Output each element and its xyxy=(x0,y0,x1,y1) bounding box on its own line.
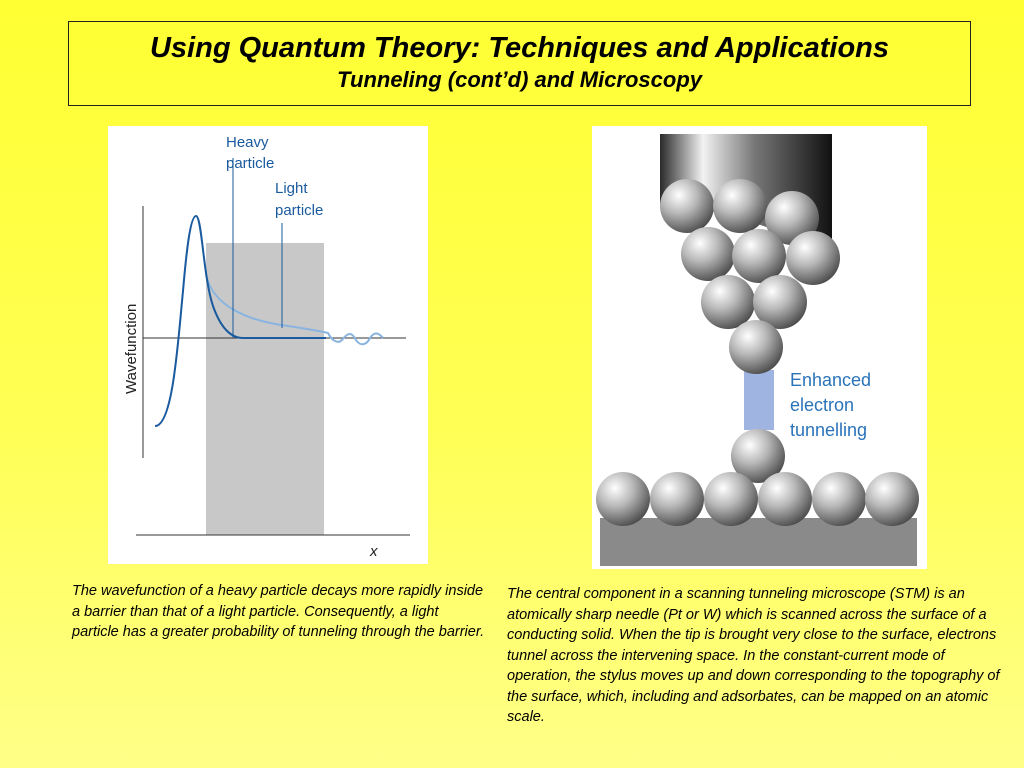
heavy-label-line2: particle xyxy=(226,155,275,172)
substrate-surface xyxy=(600,518,917,566)
tunnelling-label-line3: tunnelling xyxy=(790,420,868,440)
stm-figure xyxy=(592,126,927,569)
tunnelling-channel xyxy=(744,370,774,430)
surface-atom xyxy=(865,472,919,526)
surface-atom xyxy=(758,472,812,526)
wavefunction-caption: The wavefunction of a heavy particle decays more rapidly inside a barrier than that of a light particle. Consequently, a light particle has a greater probability of tunneling through the barrier. xyxy=(72,583,485,640)
wavefunction-figure xyxy=(108,126,428,564)
tip-atom xyxy=(701,275,755,329)
tip-atom xyxy=(732,229,786,283)
tip-apex-atom xyxy=(729,320,783,374)
tunnelling-label-line2: electron xyxy=(790,395,855,415)
tip-atom xyxy=(660,179,714,233)
slide-title: Using Quantum Theory: Techniques and Applications xyxy=(149,32,890,64)
stm-caption: The central component in a scanning tunneling microscope (STM) is an atomically sharp needle (Pt or W) which is scanned across the surface of a conducting solid. When the tip is brought very close to the surface, electrons tunnel across the intervening space. In the constant-current mode of operation, the stylus moves up and down corresponding to the topography of the surface, which, including and adsorbates, can be mapped on an atomic scale. xyxy=(507,586,1000,725)
light-label-line1: Light xyxy=(275,180,308,197)
y-axis-label: Wavefunction xyxy=(123,303,140,394)
tip-atom xyxy=(786,231,840,285)
wavefunction-diagram xyxy=(108,126,428,564)
tunnelling-label-line1: Enhanced xyxy=(790,370,872,390)
tip-atom xyxy=(713,179,767,233)
title-box xyxy=(68,21,971,106)
tip-atom xyxy=(681,227,735,281)
surface-atom xyxy=(812,472,866,526)
stm-diagram xyxy=(592,126,927,569)
surface-atom xyxy=(704,472,758,526)
surface-atom xyxy=(596,472,650,526)
slide-subtitle: Tunneling (cont’d) and Microscopy xyxy=(336,67,703,92)
heavy-label-line1: Heavy xyxy=(226,134,269,151)
x-axis-label: x xyxy=(370,543,378,560)
surface-atom xyxy=(650,472,704,526)
light-label-line2: particle xyxy=(275,202,324,219)
barrier-region xyxy=(206,243,324,535)
